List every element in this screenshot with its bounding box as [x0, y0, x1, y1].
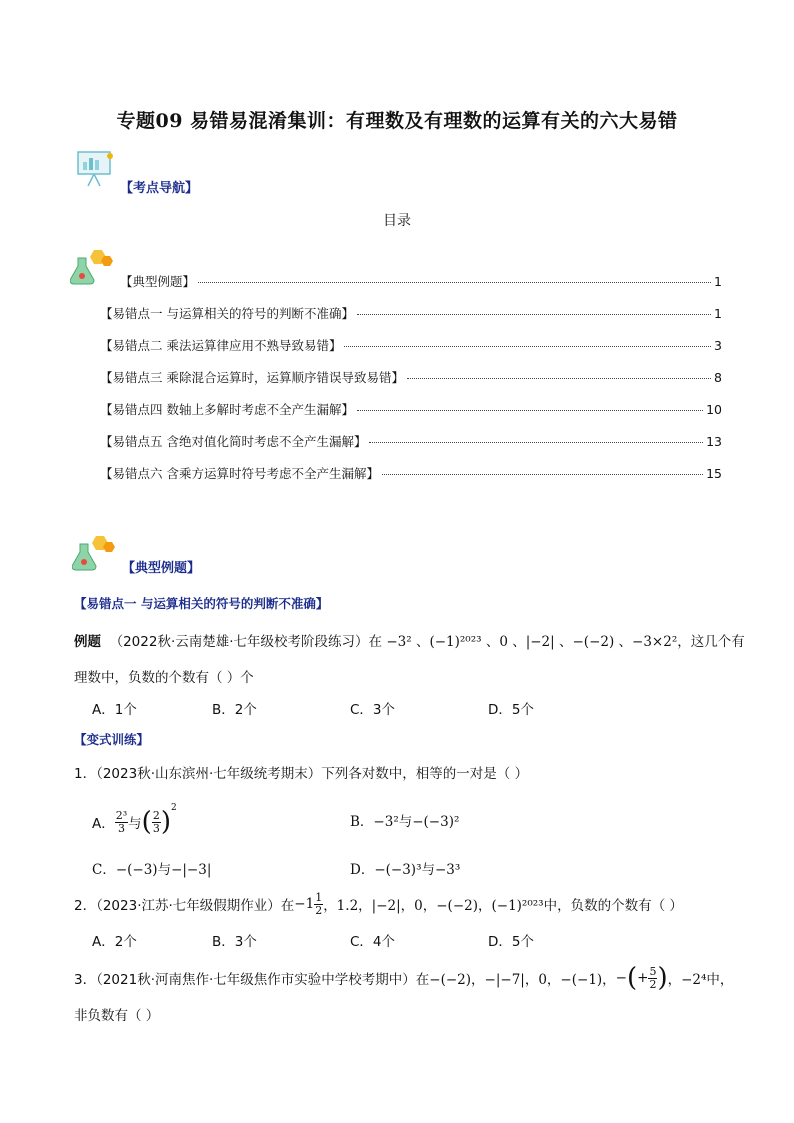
example-option-c[interactable]: C．3个 [350, 702, 396, 718]
exponent: 2 [170, 803, 177, 813]
toc-label: 【典型例题】 [120, 274, 196, 289]
question-3-line-2: 非负数有（ ） [74, 1008, 160, 1024]
paren: ( [626, 963, 638, 993]
question-suffix: ，−2⁴中， [667, 972, 734, 988]
question-suffix: 中，负数的个数有（ ） [543, 898, 683, 914]
question-prefix: 2．（2023·江苏·七年级假期作业）在 [74, 898, 295, 914]
nav-label: 【考点导航】 [120, 181, 199, 196]
example-items: −3² 、(−1)²⁰²³ 、0 、|−2| 、−(−2) 、−3×2² [386, 634, 678, 650]
toc-leader [357, 314, 711, 315]
flask-icon [72, 532, 118, 572]
example-line-2: 理数中，负数的个数有（ ）个 [74, 670, 254, 686]
flask-icon [70, 246, 116, 286]
question-3-text [74, 962, 733, 994]
question-prefix: 3．（2021秋·河南焦作·七年级焦作市实验中学校考期中）在 [74, 972, 430, 988]
example-lead: 例题 [74, 634, 101, 650]
paren: ( [141, 807, 152, 837]
option-letter: A． [92, 816, 115, 832]
presentation-board-icon [74, 148, 118, 188]
fraction: $\frac{\text{2³}}{3}$ [115, 808, 128, 835]
option-connector: 与 [128, 816, 142, 832]
number-list: −(−2)，−|−7|，0，−(−1)， [429, 972, 616, 988]
toc-leader [344, 346, 711, 347]
toc-label: 【易错点二 乘法运算律应用不熟导致易错】 [100, 338, 342, 353]
question-1-option-a[interactable] [92, 800, 177, 844]
toc-page: 10 [706, 402, 722, 417]
toc-row[interactable] [100, 336, 722, 354]
toc-row[interactable] [100, 400, 722, 418]
toc-leader [382, 474, 703, 475]
example-option-b[interactable]: B．2个 [212, 702, 257, 718]
page-title: 专题09 易错易混淆集训：有理数及有理数的运算有关的六大易错 [116, 110, 678, 132]
toc-page: 1 [714, 274, 722, 289]
toc-label: 【易错点六 含乘方运算时符号考虑不全产生漏解】 [100, 466, 379, 481]
toc-leader [407, 378, 711, 379]
error-point-heading: 【易错点一 与运算相关的符号的判断不准确】 [74, 596, 329, 611]
question-1-option-b[interactable]: B．−3²与−(−3)² [350, 814, 460, 830]
variant-label: 【变式训练】 [74, 732, 150, 747]
question-2-option-c[interactable]: C．4个 [350, 934, 396, 950]
example-tail: ，这几个有 [677, 634, 745, 650]
question-2-text [74, 890, 683, 918]
question-2-option-b[interactable]: B．3个 [212, 934, 257, 950]
example-source: （2022秋·云南楚雄·七年级校考阶段练习）在 [109, 634, 383, 650]
question-1-option-c[interactable]: C．−(−3)与−|−3| [92, 862, 212, 878]
paren: ) [160, 807, 171, 837]
toc-label: 【易错点三 乘除混合运算时，运算顺序错误导致易错】 [100, 370, 404, 385]
question-1-option-d[interactable]: D．−(−3)³与−3³ [350, 862, 461, 878]
fraction: $\frac{2}{3}$ [152, 808, 160, 835]
mixed-number: −1 [294, 896, 315, 912]
section-label: 【典型例题】 [122, 561, 201, 576]
toc-leader [369, 442, 703, 443]
question-1-text: 1．（2023秋·山东滨州·七年级统考期末）下列各对数中，相等的一对是（ ） [74, 766, 529, 782]
plus-sign: + [637, 970, 649, 986]
toc-row[interactable] [120, 272, 722, 290]
signed-fraction: − [615, 970, 627, 986]
number-list: ，1.2，|−2|，0，−(−2)，(−1)²⁰²³ [323, 898, 544, 914]
toc-heading: 目录 [383, 213, 411, 229]
toc-row[interactable] [100, 464, 722, 482]
example-line-1 [74, 630, 745, 650]
toc-leader [357, 410, 703, 411]
paren: ) [657, 963, 668, 993]
toc-leader [198, 282, 711, 283]
toc-page: 1 [714, 306, 722, 321]
toc-label: 【易错点四 数轴上多解时考虑不全产生漏解】 [100, 402, 354, 417]
question-2-option-a[interactable]: A．2个 [92, 934, 137, 950]
fraction: $\frac{5}{2}$ [649, 964, 657, 991]
example-option-a[interactable]: A．1个 [92, 702, 137, 718]
toc-row[interactable] [100, 304, 722, 322]
toc-page: 3 [714, 338, 722, 353]
toc-page: 13 [706, 434, 722, 449]
toc-label: 【易错点一 与运算相关的符号的判断不准确】 [100, 306, 354, 321]
fraction: $\frac{1}{2}$ [315, 890, 323, 917]
toc-page: 15 [706, 466, 722, 481]
example-option-d[interactable]: D．5个 [488, 702, 534, 718]
question-2-option-d[interactable]: D．5个 [488, 934, 534, 950]
toc-label: 【易错点五 含绝对值化简时考虑不全产生漏解】 [100, 434, 367, 449]
toc-page: 8 [714, 370, 722, 385]
toc-row[interactable] [100, 368, 722, 386]
toc-row[interactable] [100, 432, 722, 450]
